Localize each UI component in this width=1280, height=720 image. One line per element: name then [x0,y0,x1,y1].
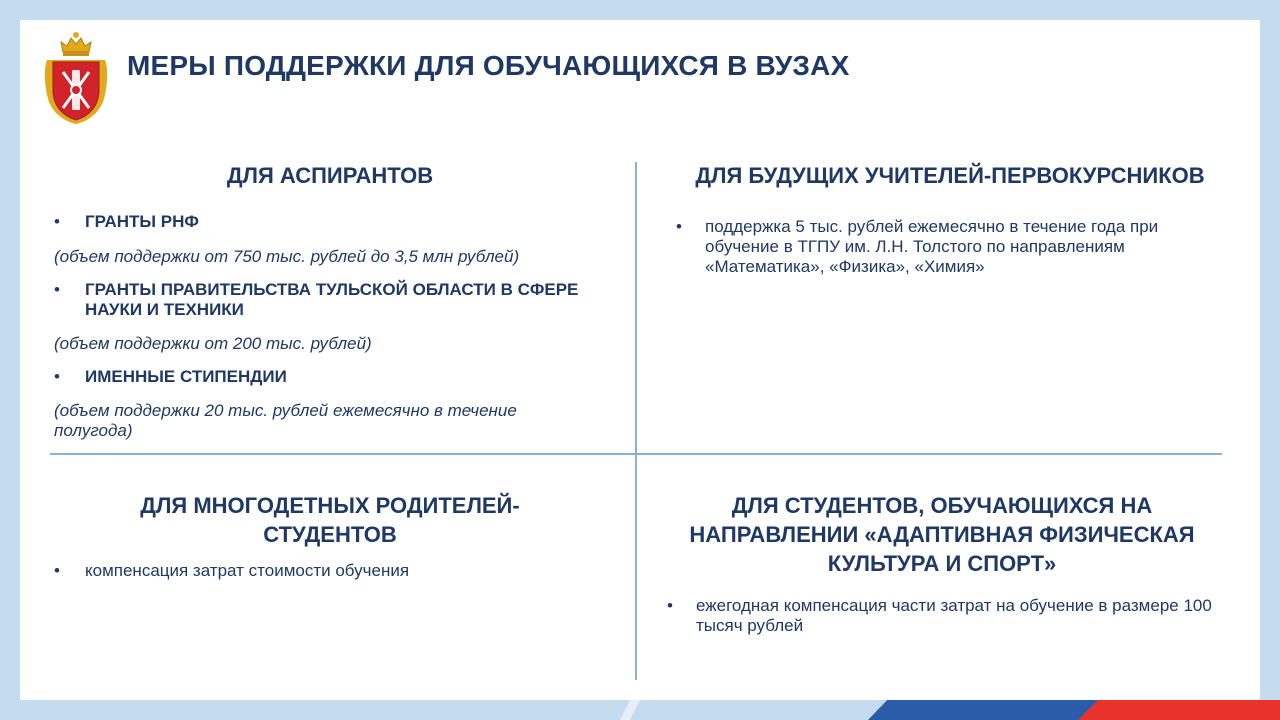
postgrad-item-1-note: (объем поддержки от 750 тыс. рублей до 3,5 млн рублей) [54,247,520,266]
decor-stripe-blue [868,700,1108,720]
adaptive-heading: ДЛЯ СТУДЕНТОВ, ОБУЧАЮЩИХСЯ НА НАПРАВЛЕНИИ «АДАПТИВНАЯ ФИЗИЧЕСКАЯ КУЛЬТУРА И СПОРТ» [689,493,1195,576]
parents-item-1 [54,561,624,581]
parents-item-1-text: компенсация затрат стоимости обучения [85,561,410,580]
adaptive-item-1 [667,596,1242,636]
bullet: • [54,212,60,231]
postgrad-item-2 [54,280,624,320]
bullet: • [54,367,60,386]
tula-coat-of-arms-icon [41,30,111,126]
teachers-item-1-text: поддержка 5 тыс. рублей ежемесячно в течение года при обучение в ТГПУ им. Л.Н. Толстого по направлениям «Математика», «Физика», «Химия» [705,217,1159,276]
bullet: • [54,280,60,299]
adaptive-item-1-text: ежегодная компенсация части затрат на обучение в размере 100 тысяч рублей [696,596,1212,635]
postgrad-item-3 [54,367,624,387]
postgrad-item-1 [54,212,624,232]
bullet: • [667,596,673,615]
postgrad-heading: ДЛЯ АСПИРАНТОВ [226,163,434,188]
postgrad-item-1-label: ГРАНТЫ РНФ [85,212,199,231]
vertical-divider [635,162,637,680]
page-title: МЕРЫ ПОДДЕРЖКИ ДЛЯ ОБУЧАЮЩИХСЯ В ВУЗАХ [127,50,850,81]
postgrad-item-2-note: (объем поддержки от 200 тыс. рублей) [54,334,372,353]
horizontal-divider [50,453,1222,455]
postgrad-item-3-label: ИМЕННЫЕ СТИПЕНДИИ [85,367,287,386]
teachers-item-1 [676,217,1231,277]
postgrad-item-2-label: ГРАНТЫ ПРАВИТЕЛЬСТВА ТУЛЬСКОЙ ОБЛАСТИ В СФЕРЕ НАУКИ И ТЕХНИКИ [85,280,579,319]
bullet: • [54,561,60,580]
bullet: • [676,217,682,236]
parents-heading: ДЛЯ МНОГОДЕТНЫХ РОДИТЕЛЕЙ-СТУДЕНТОВ [140,493,520,547]
decor-stripe-red [1078,700,1280,720]
teachers-heading: ДЛЯ БУДУЩИХ УЧИТЕЛЕЙ-ПЕРВОКУРСНИКОВ [695,163,1205,188]
decor-stripe-light [620,700,640,720]
postgrad-item-3-note: (объем поддержки 20 тыс. рублей ежемесячно в течение полугода) [54,401,517,440]
